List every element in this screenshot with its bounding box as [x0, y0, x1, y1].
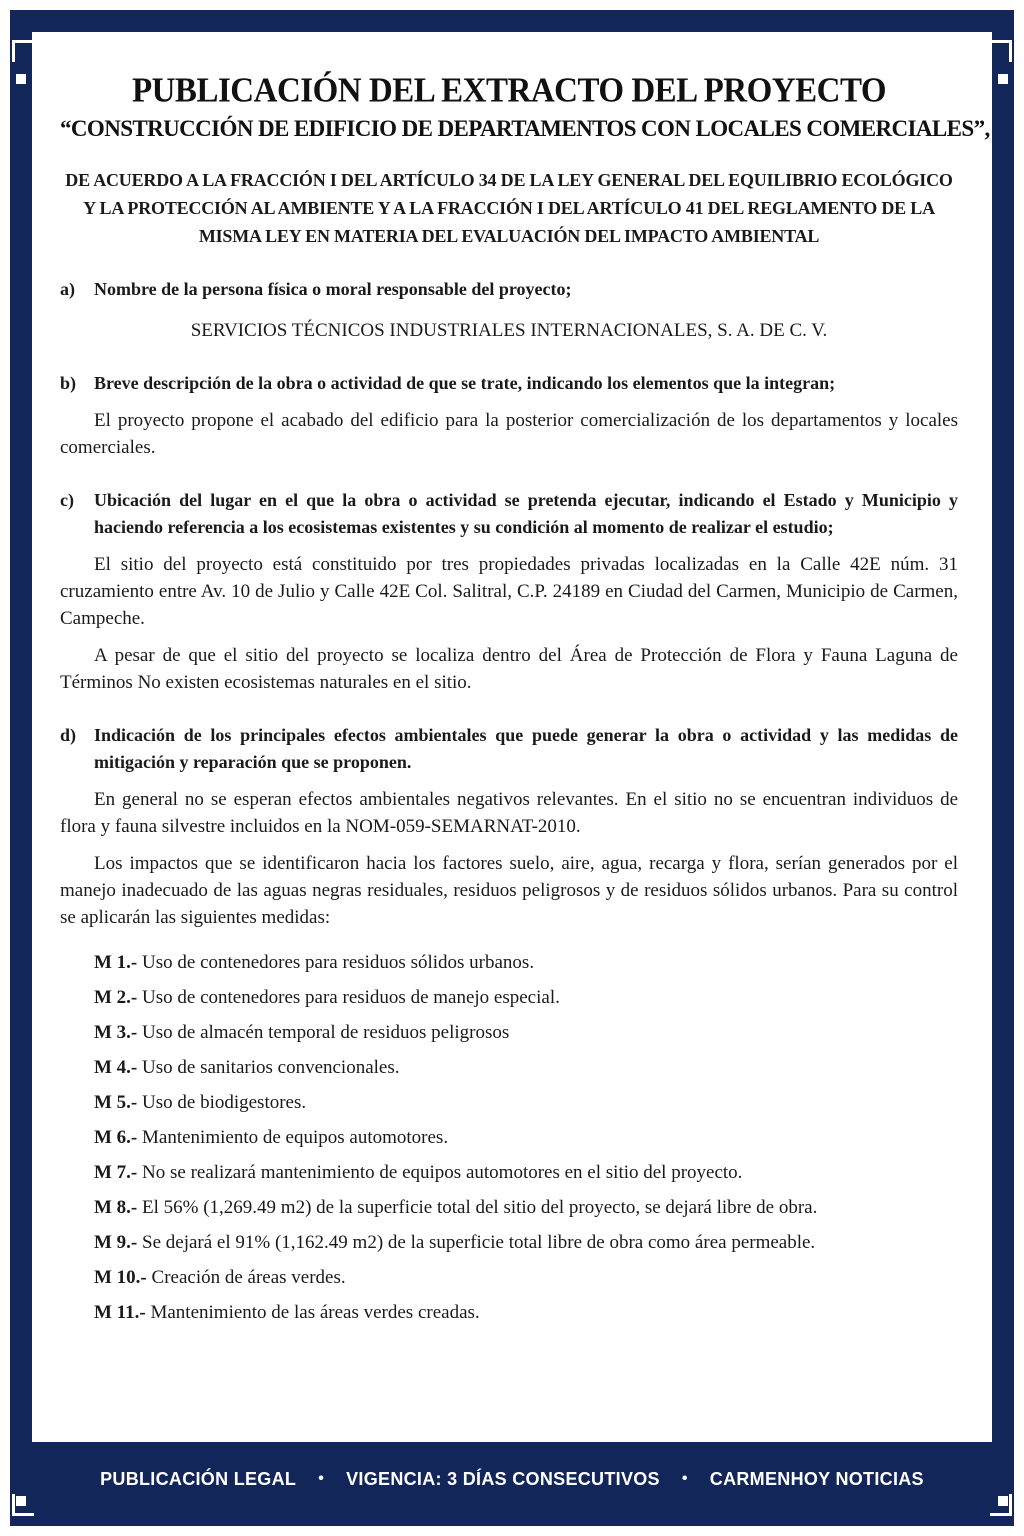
measure-code: M 10.-: [94, 1267, 147, 1288]
footer-bar: [10, 1458, 1014, 1500]
measure-code: M 4.-: [94, 1057, 138, 1078]
section-heading-text: Breve descripción de la obra o actividad de que se trate, indicando los elementos que la integran;: [94, 373, 836, 393]
section-c-paragraph: El sitio del proyecto está constituido por tres propiedades privadas localizadas en la Calle 42E núm. 31 cruzamiento entre Av. 10 de Julio y Calle 42E Col. Salitral, C.P. 24189 en Ciudad del Carmen, Municipio de Carmen, Campeche.: [60, 554, 958, 629]
measures-list: [94, 945, 958, 1330]
section-label: c): [60, 490, 74, 510]
section-d-paragraph: Los impactos que se identificaron hacia los factores suelo, aire, agua, recarga y flora, serían generados por el manejo inadecuado de las aguas negras residuales, residuos peligrosos y de residuos sólidos urbanos. Para su control se aplicarán las siguientes medidas:: [60, 853, 958, 928]
measure-text: Se dejará el 91% (1,162.49 m2) de la superficie total libre de obra como área permeable.: [137, 1232, 816, 1253]
section-d-heading: [60, 722, 958, 776]
section-a-heading: [60, 276, 958, 303]
square-ornament-icon: [16, 74, 26, 84]
measure-code: M 11.-: [94, 1302, 146, 1323]
measure-code: M 5.-: [94, 1092, 138, 1113]
section-c-paragraph: A pesar de que el sitio del proyecto se localiza dentro del Área de Protección de Flora y Fauna Laguna de Términos No existen ecosistemas naturales en el sitio.: [60, 645, 958, 693]
measure-code: M 8.-: [94, 1197, 138, 1218]
notice-body: [60, 70, 990, 1330]
measure-text: Uso de sanitarios convencionales.: [137, 1057, 400, 1078]
footer-publisher: CARMENHOY NOTICIAS: [709, 1468, 924, 1489]
measure-text: Uso de contenedores para residuos sólidos urbanos.: [137, 952, 535, 973]
measure-text: No se realizará mantenimiento de equipos automotores en el sitio del proyecto.: [137, 1162, 743, 1183]
list-item: [94, 1155, 958, 1190]
list-item: [94, 945, 958, 980]
measure-text: Uso de almacén temporal de residuos peligrosos: [137, 1022, 510, 1043]
corner-ornament-icon: [12, 40, 34, 62]
company-name: SERVICIOS TÉCNICOS INDUSTRIALES INTERNACIONALES, S. A. DE C. V.: [190, 320, 828, 341]
measure-code: M 7.-: [94, 1162, 138, 1183]
measure-code: M 9.-: [94, 1232, 138, 1253]
project-name: “CONSTRUCCIÓN DE EDIFICIO DE DEPARTAMENTOS CON LOCALES COMERCIALES”,: [60, 116, 990, 141]
measure-code: M 2.-: [94, 987, 138, 1008]
section-heading-text: Indicación de los principales efectos ambientales que puede generar la obra o actividad y las medidas de mitigación y reparación que se proponen.: [94, 725, 958, 772]
list-item: [94, 1295, 958, 1330]
measure-text: Creación de áreas verdes.: [146, 1267, 346, 1288]
list-item: [94, 1015, 958, 1050]
legal-basis: DE ACUERDO A LA FRACCIÓN I DEL ARTÍCULO 34 DE LA LEY GENERAL DEL EQUILIBRIO ECOLÓGICO Y LA PROTECCIÓN AL AMBIENTE Y A LA FRACCIÓN I DEL ARTÍCULO 41 DEL REGLAMENTO DE LA MISMA LEY EN MATERIA DEL EVALUACIÓN DEL IMPACTO AMBIENTAL: [65, 170, 953, 246]
measure-code: M 3.-: [94, 1022, 138, 1043]
list-item: [94, 1050, 958, 1085]
measure-text: Mantenimiento de las áreas verdes creadas.: [145, 1302, 480, 1323]
measure-text: Uso de biodigestores.: [137, 1092, 307, 1113]
list-item: [94, 1190, 958, 1225]
section-c-heading: [60, 487, 958, 541]
footer-vigencia: VIGENCIA: 3 DÍAS CONSECUTIVOS: [346, 1468, 660, 1489]
page-title: PUBLICACIÓN DEL EXTRACTO DEL PROYECTO: [131, 72, 887, 110]
measure-text: Uso de contenedores para residuos de manejo especial.: [137, 987, 560, 1008]
bullet-separator-icon: •: [681, 1470, 688, 1487]
section-b-heading: [60, 370, 958, 397]
list-item: [94, 1120, 958, 1155]
corner-ornament-icon: [990, 40, 1012, 62]
list-item: [94, 1085, 958, 1120]
section-d-paragraph: En general no se esperan efectos ambientales negativos relevantes. En el sitio no se encuentran individuos de flora y fauna silvestre incluidos en la NOM-059-SEMARNAT-2010.: [60, 789, 958, 837]
section-heading-text: Nombre de la persona física o moral responsable del proyecto;: [94, 279, 572, 299]
measure-text: Mantenimiento de equipos automotores.: [137, 1127, 449, 1148]
section-heading-text: Ubicación del lugar en el que la obra o actividad se pretenda ejecutar, indicando el Estado y Municipio y haciendo referencia a los ecosistemas existentes y su condición al momento de realizar el estudio;: [94, 490, 958, 537]
list-item: [94, 1225, 958, 1260]
measure-code: M 1.-: [94, 952, 138, 973]
footer-publication-legal: PUBLICACIÓN LEGAL: [100, 1468, 297, 1489]
list-item: [94, 980, 958, 1015]
section-label: b): [60, 373, 77, 393]
section-label: d): [60, 725, 77, 745]
measure-text: El 56% (1,269.49 m2) de la superficie total del sitio del proyecto, se dejará libre de obra.: [137, 1197, 818, 1218]
section-label: a): [60, 279, 75, 299]
square-ornament-icon: [998, 74, 1008, 84]
section-b-paragraph: El proyecto propone el acabado del edificio para la posterior comercialización de los departamentos y locales comerciales.: [60, 410, 958, 458]
measure-code: M 6.-: [94, 1127, 138, 1148]
list-item: [94, 1260, 958, 1295]
bullet-separator-icon: •: [318, 1470, 325, 1487]
